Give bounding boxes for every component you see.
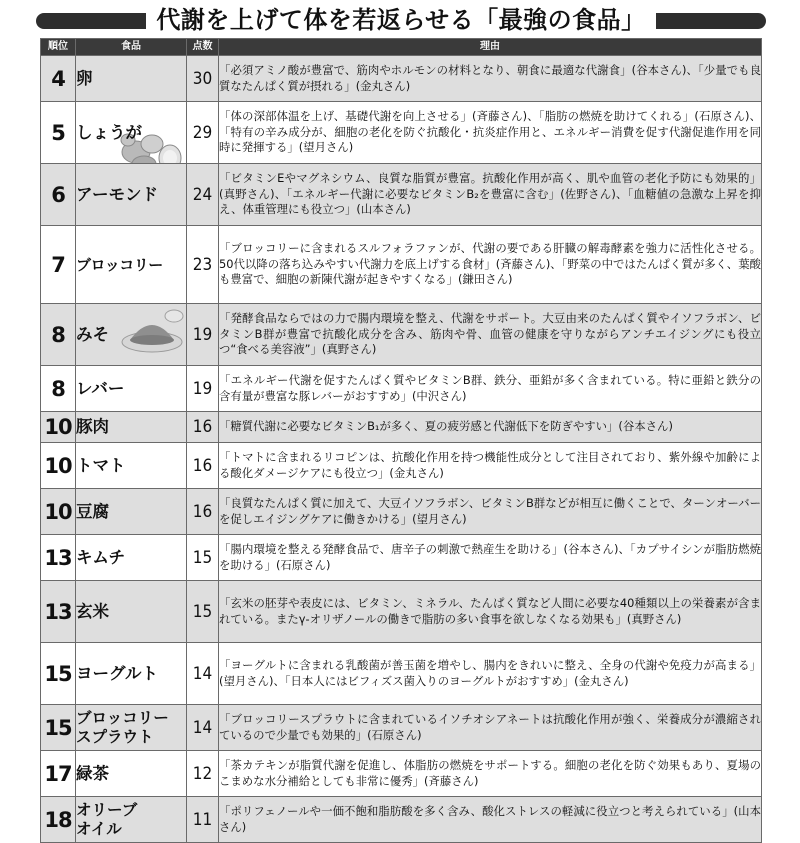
table-row [41, 56, 762, 102]
food-name: ブロッコリー [76, 255, 163, 274]
reason-cell [219, 226, 762, 304]
rank-cell: 17 [41, 751, 76, 797]
rank-cell: 13 [41, 535, 76, 581]
points-cell: 15 [187, 581, 219, 643]
rank-cell: 10 [41, 443, 76, 489]
points-cell: 23 [187, 226, 219, 304]
food-name: ブロッコリー スプラウト [76, 708, 169, 746]
rank-cell: 18 [41, 797, 76, 843]
reason-text: 「必須アミノ酸が豊富で、筋肉やホルモンの材料となり、朝食に最適な代謝食」(谷本さん)、「少量でも良質なたんぱく質が摂れる」(金丸さん) [219, 62, 761, 93]
food-cell [76, 366, 187, 412]
rank-cell: 6 [41, 164, 76, 226]
rank-cell: 10 [41, 412, 76, 443]
food-name: キムチ [76, 547, 126, 567]
points-cell: 16 [187, 489, 219, 535]
title-banner [36, 4, 766, 36]
table-row [41, 226, 762, 304]
rank-cell: 8 [41, 366, 76, 412]
reason-cell [219, 643, 762, 705]
food-cell [76, 304, 187, 366]
food-name: 豆腐 [76, 501, 109, 521]
food-cell [76, 226, 187, 304]
table-row [41, 535, 762, 581]
reason-text: 「ビタミンEやマグネシウム、良質な脂質が豊富。抗酸化作用が高く、肌や血管の老化予防にも効果的」(真野さん)、「エネルギー代謝に必要なビタミンB₂を豊富に含む」(佐野さん)、「血糖値の急激な上昇を抑え、体重管理にも役立つ」(山本さん) [219, 171, 761, 217]
reason-text: 「ブロッコリーに含まれるスルフォラファンが、代謝の要である肝臓の解毒酵素を強力に活性化させる。50代以降の落ち込みやすい代謝力を底上げする食材」(斉藤さん)、「野菜の中ではたんぱく質が多く、葉酸も豊富で、細胞の新陳代謝が起きやすくなる」(鎌田さん) [219, 241, 761, 287]
reason-cell [219, 751, 762, 797]
food-cell [76, 535, 187, 581]
food-cell [76, 797, 187, 843]
food-cell [76, 489, 187, 535]
reason-cell [219, 412, 762, 443]
reason-text: 「エネルギー代謝を促すたんぱく質やビタミンB群、鉄分、亜鉛が多く含まれている。特に亜鉛と鉄分の含有量が豊富な豚レバーがおすすめ」(中沢さん) [219, 372, 761, 403]
table-row [41, 102, 762, 164]
reason-text: 「糖質代謝に必要なビタミンB₁が多く、夏の疲労感と代謝低下を防ぎやすい」(谷本さん) [219, 419, 673, 434]
rank-cell: 5 [41, 102, 76, 164]
table-row [41, 366, 762, 412]
reason-text: 「体の深部体温を上げ、基礎代謝を向上させる」(斉藤さん)、「脂肪の燃焼を助けてくれる」(石原さん)、「特有の辛み成分が、細胞の老化を防ぐ抗酸化・抗炎症作用と、エネルギー消費を促す代謝促進作用を同時に発揮する」(望月さん) [219, 109, 761, 155]
header-food: 食品 [76, 39, 187, 56]
reason-cell [219, 366, 762, 412]
points-cell: 16 [187, 443, 219, 489]
table-header [41, 39, 762, 56]
food-name: みそ [76, 324, 109, 344]
reason-text: 「ブロッコリースプラウトに含まれているイソチオシアネートは抗酸化作用が強く、栄養成分が濃縮されているので少量でも効果的」(石原さん) [219, 711, 761, 742]
points-cell: 15 [187, 535, 219, 581]
points-cell: 24 [187, 164, 219, 226]
table-row [41, 443, 762, 489]
rank-cell: 13 [41, 581, 76, 643]
reason-cell [219, 797, 762, 843]
food-cell [76, 443, 187, 489]
table-row [41, 304, 762, 366]
reason-text: 「良質なたんぱく質に加えて、大豆イソフラボン、ビタミンB群などが相互に働くことで、ターンオーバーを促しエイジングケアに働きかける」(望月さん) [219, 495, 761, 526]
table-row [41, 705, 762, 751]
food-cell [76, 751, 187, 797]
reason-cell [219, 535, 762, 581]
reason-text: 「ヨーグルトに含まれる乳酸菌が善玉菌を増やし、腸内をきれいに整え、全身の代謝や免疫力が高まる」(望月さん)、「日本人にはビフィズス菌入りのヨーグルトがおすすめ」(金丸さん) [219, 657, 761, 688]
points-cell: 29 [187, 102, 219, 164]
food-name: 緑茶 [76, 763, 109, 783]
food-name: トマト [76, 455, 126, 475]
rank-cell: 10 [41, 489, 76, 535]
table-row [41, 751, 762, 797]
reason-text: 「茶カテキンが脂質代謝を促進し、体脂肪の燃焼をサポートする。細胞の老化を防ぐ効果もあり、夏場のこまめな水分補給としても非常に優秀」(斉藤さん) [219, 757, 761, 788]
points-cell: 12 [187, 751, 219, 797]
points-cell: 16 [187, 412, 219, 443]
reason-cell [219, 705, 762, 751]
food-cell [76, 164, 187, 226]
reason-cell [219, 443, 762, 489]
food-name: ヨーグルト [76, 663, 159, 683]
points-cell: 11 [187, 797, 219, 843]
food-name: 玄米 [76, 601, 109, 621]
rank-cell: 7 [41, 226, 76, 304]
reason-text: 「トマトに含まれるリコピンは、抗酸化作用を持つ機能性成分として注目されており、紫外線や加齢による酸化ダメージケアにも役立つ」(金丸さん) [219, 449, 761, 480]
food-name: オリーブ オイル [76, 800, 138, 838]
food-cell [76, 643, 187, 705]
food-cell [76, 581, 187, 643]
food-name: レバー [76, 378, 125, 398]
rank-cell: 4 [41, 56, 76, 102]
rank-cell: 8 [41, 304, 76, 366]
reason-cell [219, 102, 762, 164]
food-cell [76, 102, 187, 164]
header-reason: 理由 [219, 39, 762, 56]
table-row [41, 643, 762, 705]
reason-cell [219, 56, 762, 102]
header-rank: 順位 [41, 39, 76, 56]
reason-text: 「腸内環境を整える発酵食品で、唐辛子の刺激で熱産生を助ける」(谷本さん)、「カプサイシンが脂肪燃焼を助ける」(石原さん) [219, 541, 761, 572]
ranking-table [40, 38, 762, 843]
food-cell [76, 412, 187, 443]
points-cell: 14 [187, 643, 219, 705]
table-row [41, 489, 762, 535]
reason-text: 「玄米の胚芽や表皮には、ビタミン、ミネラル、たんぱく質など人間に必要な40種類以上の栄養素が含まれている。またγ-オリザノールの働きで脂肪の多い食事を欲しなくなる効果も」(真野さん) [219, 595, 761, 626]
points-cell: 19 [187, 304, 219, 366]
reason-cell [219, 581, 762, 643]
table-row [41, 412, 762, 443]
table-body [41, 56, 762, 843]
reason-text: 「ポリフェノールや一価不飽和脂肪酸を多く含み、酸化ストレスの軽減に役立つと考えられている」(山本さん) [219, 803, 761, 834]
table-row [41, 797, 762, 843]
reason-cell [219, 304, 762, 366]
table-row [41, 164, 762, 226]
points-cell: 14 [187, 705, 219, 751]
food-name: 卵 [76, 68, 93, 88]
food-name: しょうが [76, 122, 142, 142]
page-title: 代謝を上げて体を若返らせる「最強の食品」 [146, 4, 655, 36]
reason-cell [219, 489, 762, 535]
points-cell: 19 [187, 366, 219, 412]
table-row [41, 581, 762, 643]
header-points: 点数 [187, 39, 219, 56]
food-name: アーモンド [76, 184, 159, 204]
food-cell [76, 56, 187, 102]
rank-cell: 15 [41, 705, 76, 751]
rank-cell: 15 [41, 643, 76, 705]
miso-icon [120, 306, 184, 354]
food-name: 豚肉 [76, 417, 109, 436]
points-cell: 30 [187, 56, 219, 102]
reason-text: 「発酵食品ならではの力で腸内環境を整え、代謝をサポート。大豆由来のたんぱく質やイソフラボン、ビタミンB群が豊富で抗酸化成分を含み、筋肉や骨、血管の健康を守りながらアンチエイジングにも役立つ“食べる美容液”」(真野さん) [219, 311, 761, 357]
food-cell [76, 705, 187, 751]
reason-cell [219, 164, 762, 226]
